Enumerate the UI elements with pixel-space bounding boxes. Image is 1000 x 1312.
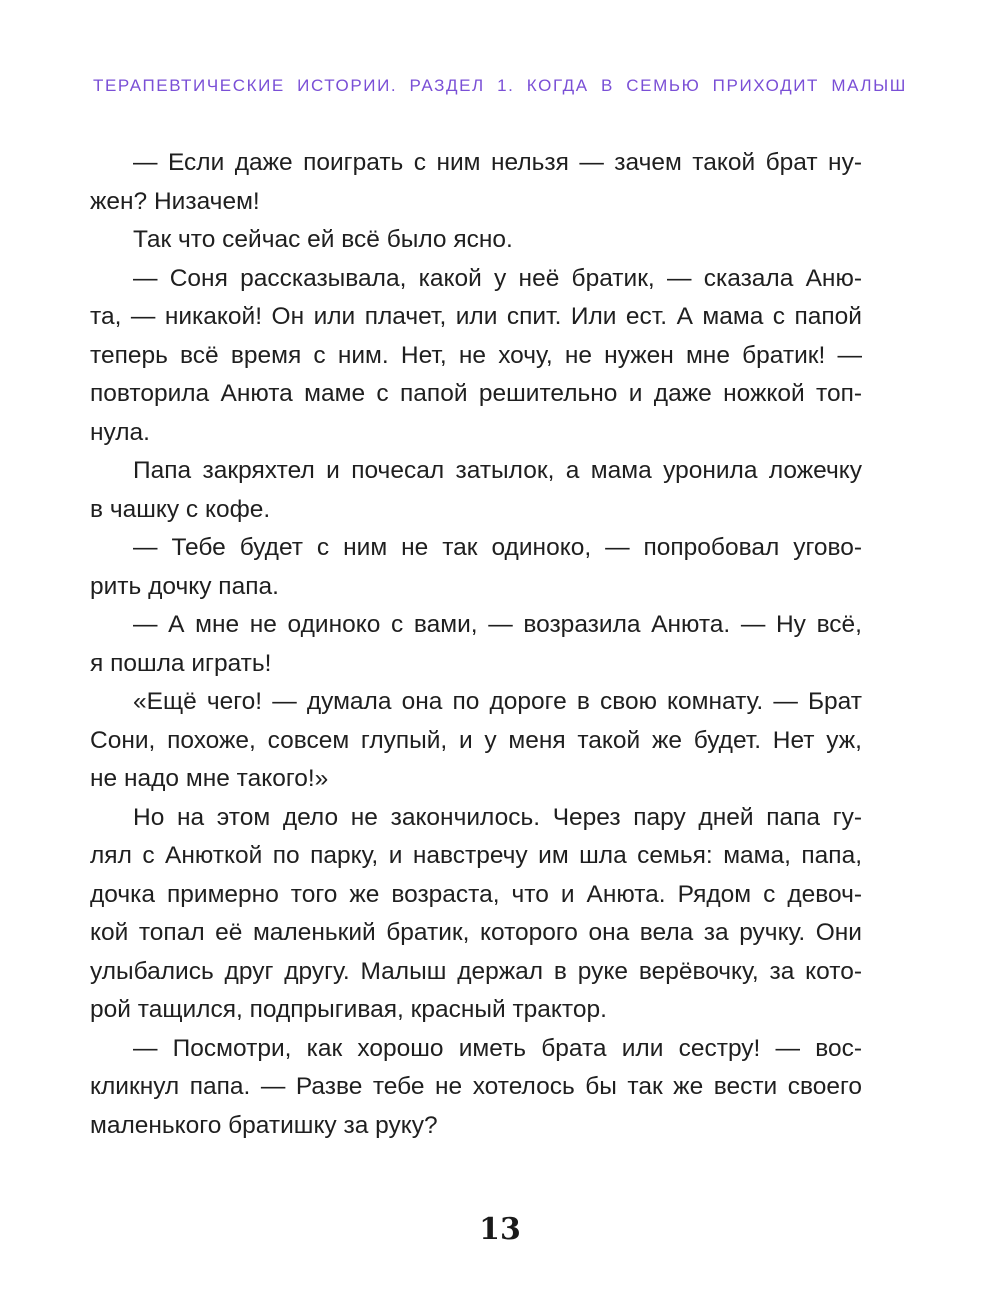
text-line: — Если даже поиграть с ним нельзя — зачем такой брат ну- bbox=[133, 149, 862, 176]
text-line: лял с Анюткой по парку, и навстречу им шла семья: мама, папа, bbox=[90, 842, 862, 869]
text-line: нула. bbox=[90, 418, 150, 446]
page-number: 13 bbox=[479, 1212, 521, 1247]
text-line: Сони, похоже, совсем глупый, и у меня такой же будет. Нет уж, bbox=[90, 726, 862, 754]
text-line: кликнул папа. — Разве тебе не хотелось бы так же вести своего bbox=[90, 1073, 862, 1100]
text-line: кой топал её маленький братик, которого она вела за ручку. Они bbox=[90, 919, 862, 946]
text-line: рой тащился, подпрыгивая, красный трактор. bbox=[90, 996, 607, 1023]
body-text bbox=[90, 144, 862, 1145]
text-line: — Соня рассказывала, какой у неё братик, — сказала Аню- bbox=[133, 264, 862, 292]
text-line: маленького братишку за руку? bbox=[90, 1111, 438, 1139]
text-line: жен? Низачем! bbox=[90, 187, 260, 215]
text-line: — А мне не одиноко с вами, — возразила Анюта. — Ну всё, bbox=[133, 611, 862, 638]
text-line: теперь всё время с ним. Нет, не хочу, не нужен мне братик! — bbox=[90, 341, 862, 369]
text-line: «Ещё чего! — думала она по дороге в свою комнату. — Брат bbox=[133, 688, 862, 715]
text-line: Так что сейчас ей всё было ясно. bbox=[133, 226, 513, 253]
text-line: не надо мне такого!» bbox=[90, 765, 329, 792]
text-line: рить дочку папа. bbox=[90, 572, 279, 600]
text-line: та, — никакой! Он или плачет, или спит. Или ест. А мама с папой bbox=[90, 303, 862, 330]
text-line: улыбались друг другу. Малыш держал в руке верёвочку, за кото- bbox=[90, 957, 862, 985]
text-line: Папа закряхтел и почесал затылок, а мама уронила ложечку bbox=[133, 457, 862, 484]
text-line: — Посмотри, как хорошо иметь брата или сестру! — вос- bbox=[133, 1034, 862, 1062]
text-line: повторила Анюта маме с папой решительно и даже ножкой топ- bbox=[90, 380, 862, 407]
text-line: я пошла играть! bbox=[90, 649, 272, 677]
text-line: в чашку с кофе. bbox=[90, 495, 271, 523]
text-line: — Тебе будет с ним не так одиноко, — попробовал угово- bbox=[133, 534, 862, 561]
running-header: ТЕРАПЕВТИЧЕСКИЕ ИСТОРИИ. РАЗДЕЛ 1. КОГДА В СЕМЬЮ ПРИХОДИТ МАЛЫШ bbox=[93, 76, 907, 95]
text-line: Но на этом дело не закончилось. Через пару дней папа гу- bbox=[133, 803, 862, 831]
text-line: дочка примерно того же возраста, что и Анюта. Рядом с девоч- bbox=[90, 880, 862, 908]
